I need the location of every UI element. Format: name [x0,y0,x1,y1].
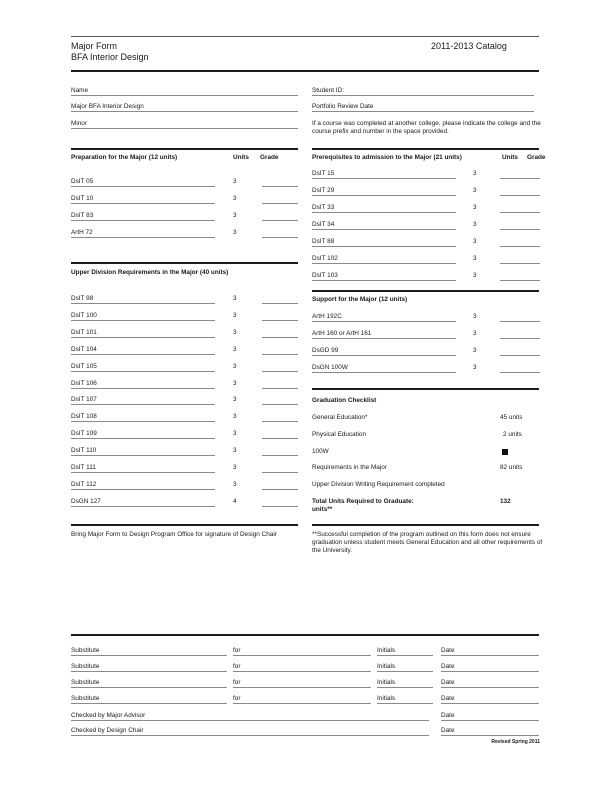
date-field[interactable] [441,720,539,721]
substitute-label: Substitute [71,647,100,654]
revised-note: Revised Spring 2011 [491,739,540,745]
grade-field[interactable] [262,237,298,238]
substitute-label: Substitute [71,663,100,670]
checklist-pe-value: 2 units [503,431,522,438]
initials-label: Initials [377,647,396,654]
substitute-field[interactable] [71,671,227,672]
initials-field[interactable] [377,671,433,672]
course-units: 3 [233,212,237,219]
notes-left-rule [71,524,298,526]
course-line [71,337,215,338]
course-code: ArtH 160 or ArtH 161 [312,330,372,337]
course-code: DsIT 34 [312,221,335,228]
student-id-label: Student ID: [312,87,344,94]
grade-field[interactable] [262,203,298,204]
checklist-title: Graduation Checklist [312,397,377,404]
header-top-rule [71,36,539,37]
course-units: 3 [233,229,237,236]
prerequisites-units-header: Units [502,154,518,161]
date-field[interactable] [441,671,539,672]
course-units: 3 [233,447,237,455]
course-line [71,220,215,221]
grade-field[interactable] [262,489,298,490]
course-line [71,203,215,204]
graduation-footnote: **Successful completion of the program outlined on this form does not ensure graduation unless student meets General Education and all other requirements of the University. [312,531,543,554]
course-code: DsIT 111 [71,464,96,471]
course-units: 3 [233,480,237,488]
upper-division-rule [71,262,298,264]
course-line [71,237,215,238]
course-code: DsGN 100W [312,364,348,371]
course-line [312,280,456,281]
course-line [312,229,456,230]
for-label: for [233,695,241,702]
course-code: DsIT 98 [71,295,94,302]
upper-division-title: Upper Division Requirements in the Major (40 units) [71,269,229,276]
course-code: DsIT 100 [71,311,97,319]
checklist-major-label: Requirements in the Major [312,464,387,471]
course-line [71,388,215,389]
grade-field[interactable] [500,178,540,179]
prerequisites-rule [312,148,539,150]
support-title: Support for the Major (12 units) [312,296,408,303]
date-field[interactable] [441,655,539,656]
course-units: 3 [233,311,237,319]
for-field[interactable] [233,703,371,704]
course-code: ArtH 192C [312,313,342,320]
course-code: DsIT 33 [312,204,335,211]
preparation-grade-header: Grade [260,154,279,161]
major-field [71,111,298,112]
grade-field[interactable] [500,338,540,339]
design-chair-note: Bring Major Form to Design Program Office for signature of Design Chair [71,531,277,538]
course-code: DsIT 83 [71,212,94,219]
course-line [312,263,456,264]
course-line [71,404,215,405]
course-code: DsIT 15 [312,170,335,177]
transfer-note: If a course was completed at another college, please indicate the college and the course prefix and number in the space provided. [312,120,541,135]
date-label: Date [441,695,455,702]
course-line [312,212,456,213]
grade-field[interactable] [500,321,540,322]
course-line [71,421,215,422]
preparation-units-header: Units [233,154,249,161]
catalog-year: 2011-2013 Catalog [431,41,507,51]
course-code: DsIT 101 [71,328,97,336]
course-line [71,186,215,187]
course-line [71,506,215,507]
course-code: ArtH 72 [71,229,93,236]
course-units: 3 [233,379,237,387]
for-label: for [233,679,241,686]
preparation-title: Preparation for the Major (12 units) [71,154,178,161]
prerequisites-title: Prerequisites to admission to the Major (21 units) [312,154,462,161]
course-units: 3 [233,295,237,302]
course-line [71,489,215,490]
name-field[interactable] [71,95,298,96]
header-rule [71,70,539,72]
course-code: DsIT 110 [71,447,97,455]
course-line [312,321,456,322]
for-field[interactable] [233,655,371,656]
course-units: 3 [233,464,237,471]
substitute-field[interactable] [71,703,227,704]
course-code: DsIT 105 [71,362,97,370]
date-field[interactable] [441,687,539,688]
checked-by-major-advisor-field[interactable] [71,720,429,721]
course-units: 3 [473,330,477,337]
course-line [312,195,456,196]
course-code: DsIT 05 [71,178,94,185]
checklist-general-ed-value: 45 units [500,414,523,421]
course-line [71,371,215,372]
preparation-rule [71,148,298,150]
checked-by-design-chair-label: Checked by Design Chair [71,727,144,734]
grade-field[interactable] [262,320,298,321]
course-code: DsGD 99 [312,347,339,354]
grade-field[interactable] [262,220,298,221]
course-line [71,320,215,321]
date-label: Date [441,712,455,719]
course-line [71,455,215,456]
course-units: 3 [233,195,237,202]
grade-field[interactable] [500,229,540,230]
checklist-total-label: Total Units Required to Graduate: units** [312,498,414,513]
checkbox-100w[interactable] [502,449,508,455]
initials-label: Initials [377,663,396,670]
date-label: Date [441,727,455,734]
course-line [71,354,215,355]
student-id-field[interactable] [312,95,534,96]
grade-field[interactable] [500,263,540,264]
course-units: 3 [473,255,477,262]
date-label: Date [441,663,455,670]
course-code: DsIT 108 [71,413,97,421]
minor-label: Minor [71,120,87,127]
course-code: DsIT 88 [312,238,335,245]
course-units: 3 [233,430,237,438]
grade-field[interactable] [262,455,298,456]
grade-field[interactable] [262,506,298,507]
course-units: 3 [473,221,477,228]
course-code: DsIT 10 [71,195,94,202]
name-label: Name [71,87,89,94]
grade-field[interactable] [262,472,298,473]
grade-field[interactable] [262,337,298,338]
grade-field[interactable] [262,421,298,422]
course-units: 3 [473,187,477,194]
course-units: 3 [233,328,237,336]
initials-field[interactable] [377,687,433,688]
checklist-major-value: 82 units [500,464,523,471]
grade-field[interactable] [262,438,298,439]
course-units: 3 [473,313,477,320]
for-label: for [233,647,241,654]
grade-field[interactable] [262,404,298,405]
grade-field[interactable] [262,354,298,355]
grade-field[interactable] [500,212,540,213]
form-subtitle: BFA Interior Design [71,52,149,62]
course-units: 3 [473,204,477,211]
grade-field[interactable] [262,371,298,372]
prerequisites-grade-header: Grade [527,154,546,161]
course-units: 3 [473,238,477,245]
checklist-rule [312,388,539,390]
date-label: Date [441,647,455,654]
course-line [312,372,456,373]
course-line [312,355,456,356]
grade-field[interactable] [500,372,540,373]
checklist-100w-label: 100W [312,448,329,455]
course-code: DsIT 102 [312,255,338,262]
course-units: 3 [233,178,237,185]
minor-field[interactable] [71,128,298,129]
initials-label: Initials [377,695,396,702]
checklist-writing-label: Upper Division Writing Requirement completed [312,481,445,488]
for-field[interactable] [233,687,371,688]
grade-field[interactable] [500,195,540,196]
form-title: Major Form [71,41,118,51]
course-line [71,438,215,439]
course-code: DsIT 112 [71,480,97,488]
course-code: DsGN 127 [71,497,101,505]
for-label: for [233,663,241,670]
course-units: 3 [233,362,237,370]
course-units: 3 [473,272,477,279]
course-line [312,246,456,247]
checklist-total-value: 132 [500,498,511,505]
checked-by-design-chair-field[interactable] [71,735,429,736]
checked-by-major-advisor-label: Checked by Major Advisor [71,712,146,719]
course-line [312,178,456,179]
date-label: Date [441,679,455,686]
course-units: 3 [233,396,237,404]
course-units: 4 [233,497,237,505]
grade-field[interactable] [262,303,298,304]
grade-field[interactable] [262,186,298,187]
date-field[interactable] [441,703,539,704]
for-field[interactable] [233,671,371,672]
checklist-general-ed-label: General Education* [312,414,368,421]
course-code: DsIT 29 [312,187,335,194]
course-code: DsIT 107 [71,396,97,404]
course-line [312,338,456,339]
notes-right-rule [312,524,539,526]
course-code: DsIT 103 [312,272,338,279]
course-units: 3 [473,364,477,371]
course-line [71,303,215,304]
date-field[interactable] [441,735,539,736]
signature-rule [71,634,539,636]
substitute-label: Substitute [71,679,100,686]
initials-field[interactable] [377,655,433,656]
grade-field[interactable] [500,280,540,281]
major-label: Major BFA Interior Design [71,103,144,110]
portfolio-review-field[interactable] [312,111,534,112]
substitute-label: Substitute [71,695,100,702]
course-code: DsIT 106 [71,379,97,387]
course-code: DsIT 104 [71,345,97,353]
substitute-field[interactable] [71,687,227,688]
initials-field[interactable] [377,703,433,704]
course-units: 3 [233,345,237,353]
initials-label: Initials [377,679,396,686]
substitute-field[interactable] [71,655,227,656]
course-units: 3 [473,170,477,177]
course-units: 3 [233,413,237,421]
portfolio-review-label: Portfolio Review Date [312,103,374,110]
course-line [71,472,215,473]
grade-field[interactable] [500,355,540,356]
course-units: 3 [473,347,477,354]
course-code: DsIT 109 [71,430,97,438]
grade-field[interactable] [500,246,540,247]
support-rule [312,290,539,292]
checklist-pe-label: Physical Education [312,431,366,438]
grade-field[interactable] [262,388,298,389]
